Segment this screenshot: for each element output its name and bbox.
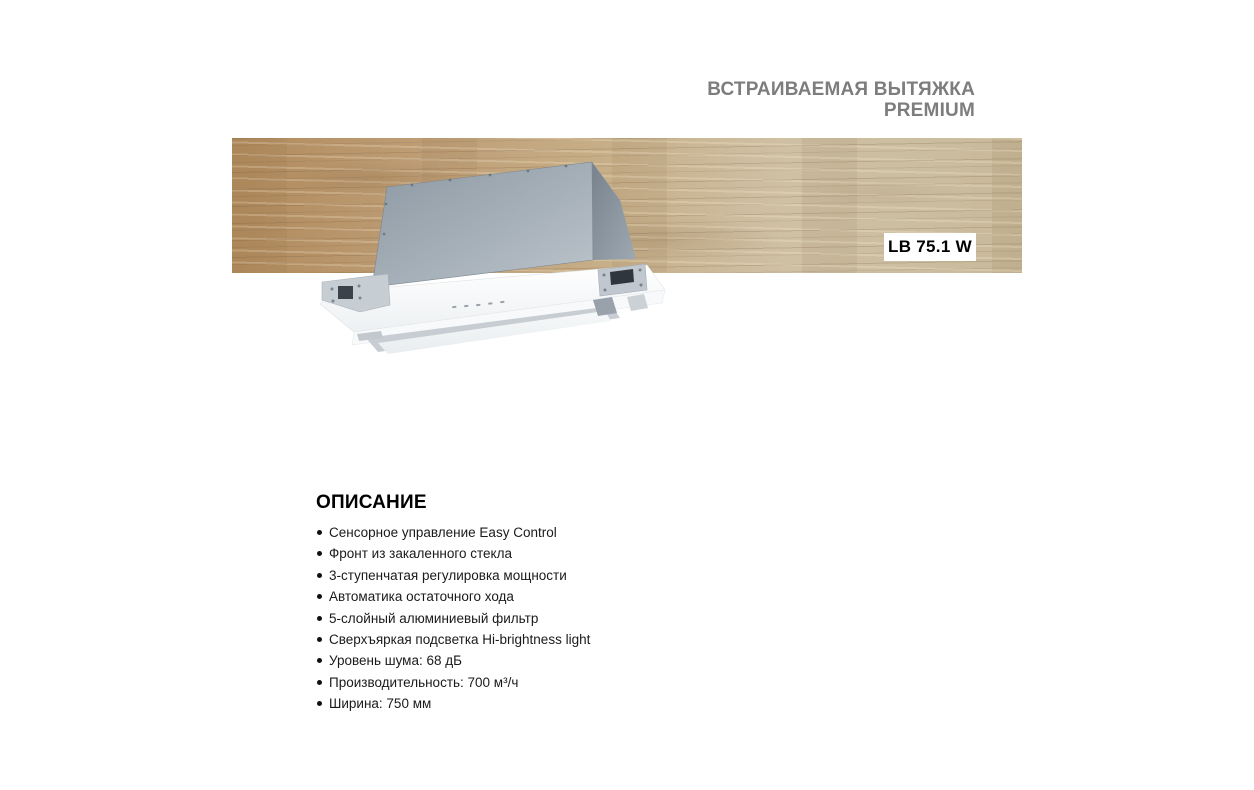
feature-text: Уровень шума: 68 дБ (329, 653, 462, 669)
list-item (316, 653, 796, 669)
mounting-bracket-right (598, 264, 647, 296)
list-item (316, 632, 796, 648)
feature-text: Производительность: 700 м³/ч (329, 674, 519, 690)
description-heading: ОПИСАНИЕ (316, 492, 427, 513)
feature-text: Ширина: 750 мм (329, 696, 432, 712)
steel-duct-box (372, 162, 636, 287)
description-section (316, 492, 796, 718)
product-image-cooker-hood (300, 142, 695, 362)
list-item (316, 675, 796, 691)
bullet-icon (317, 658, 322, 663)
bullet-icon (317, 551, 322, 556)
list-item (316, 611, 796, 627)
feature-text: 3-ступенчатая регулировка мощности (329, 567, 567, 583)
bullet-icon (317, 701, 322, 706)
list-item (316, 568, 796, 584)
bullet-icon (317, 637, 322, 642)
feature-text: 5-слойный алюминиевый фильтр (329, 610, 539, 626)
list-item (316, 589, 796, 605)
model-label: LB 75.1 W (884, 233, 976, 261)
feature-text: Сенсорное управление Easy Control (329, 525, 557, 540)
feature-text: Сверхъяркая подсветка Hi-brightness light (329, 631, 591, 647)
list-item (316, 696, 796, 712)
list-item (316, 525, 796, 541)
bullet-icon (317, 616, 322, 621)
feature-list (316, 525, 796, 712)
feature-text: Автоматика остаточного хода (329, 589, 514, 605)
list-item (316, 546, 796, 562)
bullet-icon (317, 530, 322, 535)
feature-text: Фронт из закаленного стекла (329, 546, 512, 562)
bullet-icon (317, 594, 322, 599)
bullet-icon (317, 680, 322, 685)
page-title-line2: PREMIUM (883, 100, 975, 121)
bullet-icon (317, 573, 322, 578)
page-title-line1: ВСТРАИВАЕМАЯ ВЫТЯЖКА (707, 79, 975, 100)
page-title (500, 79, 975, 121)
